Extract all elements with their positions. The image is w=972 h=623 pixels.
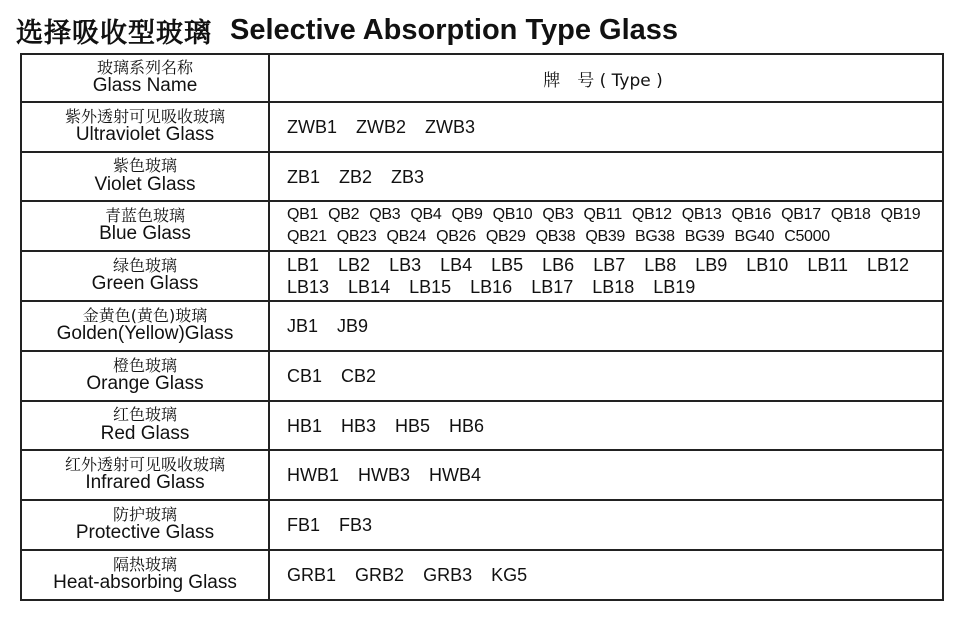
glass-name-cell: [22, 551, 270, 599]
type-code: FB3: [339, 515, 373, 535]
glass-name-en: Protective Glass: [75, 522, 215, 544]
glass-type-cell: [270, 202, 942, 250]
type-code: GRB1: [287, 565, 337, 585]
glass-type-cell: [270, 352, 942, 400]
type-code: QB17: [781, 206, 821, 223]
glass-table: [20, 53, 944, 601]
type-code: LB1: [287, 255, 320, 275]
type-code: LB15: [409, 277, 452, 297]
type-line: [287, 254, 936, 276]
type-code: QB24: [386, 228, 427, 245]
glass-name-cn: 防护玻璃: [112, 504, 177, 524]
glass-type-cell: [270, 451, 942, 499]
page-title: [16, 8, 678, 52]
table-row: [22, 200, 942, 250]
type-line: [287, 365, 936, 387]
type-code: ZB1: [287, 166, 321, 187]
type-code: ZWB1: [287, 117, 338, 137]
type-code: LB7: [593, 255, 626, 275]
header-name-cn: 玻璃系列名称: [96, 57, 193, 77]
glass-name-en: Blue Glass: [99, 223, 191, 245]
type-line: [287, 116, 936, 138]
glass-name-cell: [22, 103, 270, 151]
glass-name-cell: [22, 402, 270, 449]
type-code: LB19: [653, 277, 696, 297]
glass-type-cell: [270, 153, 942, 200]
type-code: QB21: [287, 228, 327, 245]
type-code: LB3: [389, 255, 422, 275]
type-code: LB9: [695, 255, 728, 275]
type-code: LB4: [440, 255, 473, 275]
glass-name-cn: 青蓝色玻璃: [104, 205, 185, 225]
glass-name-cn: 橙色玻璃: [112, 355, 177, 375]
type-code: LB13: [287, 277, 330, 297]
type-code: QB39: [585, 228, 626, 245]
table-row: [22, 549, 942, 599]
type-code: QB18: [830, 206, 871, 223]
type-code: ZWB3: [425, 117, 476, 137]
type-code: QB29: [485, 228, 526, 245]
glass-name-cn: 紫外透射可见吸收玻璃: [64, 106, 225, 126]
type-code: JB9: [337, 316, 369, 336]
glass-name-cell: [22, 352, 270, 400]
type-code: HB5: [395, 415, 431, 436]
glass-name-en: Violet Glass: [94, 173, 196, 195]
type-code: QB9: [451, 206, 483, 223]
header-name-en: Glass Name: [92, 75, 198, 97]
type-code: QB19: [880, 206, 921, 223]
type-code: LB12: [867, 255, 910, 275]
type-code: ZB2: [339, 166, 373, 187]
glass-type-cell: [270, 402, 942, 449]
table-row: [22, 400, 942, 449]
glass-name-en: Heat-absorbing Glass: [53, 572, 237, 594]
type-code: BG40: [734, 228, 775, 245]
glass-name-cell: [22, 252, 270, 300]
type-code: LB10: [746, 255, 789, 275]
glass-type-cell: [270, 103, 942, 151]
type-code: JB1: [287, 316, 319, 336]
type-code: HWB3: [358, 465, 411, 485]
glass-name-cell: [22, 302, 270, 350]
type-line: [287, 464, 936, 486]
type-code: QB3: [542, 206, 574, 223]
type-code: ZB3: [391, 166, 425, 187]
type-code: LB6: [542, 255, 575, 275]
type-code: QB38: [535, 228, 576, 245]
type-code: GRB3: [423, 565, 473, 585]
type-line: [287, 204, 936, 226]
type-code: CB1: [287, 366, 323, 386]
type-code: GRB2: [355, 565, 405, 585]
glass-name-en: Green Glass: [91, 273, 199, 295]
glass-name-en: Orange Glass: [86, 373, 204, 395]
type-code: QB10: [492, 206, 533, 223]
glass-name-cn: 紫色玻璃: [112, 156, 177, 176]
glass-name-cell: [22, 202, 270, 250]
type-code: HWB4: [429, 465, 482, 485]
type-code: LB18: [592, 277, 635, 297]
glass-name-cn: 金黄色(黄色)玻璃: [82, 305, 208, 325]
type-code: QB1: [287, 206, 319, 223]
type-code: LB11: [807, 255, 849, 275]
type-line: [287, 415, 936, 437]
type-code: LB2: [338, 255, 371, 275]
glass-name-cell: [22, 153, 270, 200]
title-english: Selective Absorption Type Glass: [230, 13, 679, 46]
type-code: QB26: [436, 228, 476, 245]
header-glass-name: [22, 55, 270, 101]
type-code: QB23: [336, 228, 377, 245]
glass-name-cell: [22, 451, 270, 499]
glass-type-cell: [270, 501, 942, 549]
type-code: LB14: [348, 277, 391, 297]
type-code: LB8: [644, 255, 677, 275]
table-row: [22, 350, 942, 400]
type-line: [287, 226, 936, 248]
type-code: QB4: [410, 206, 442, 223]
type-code: LB17: [531, 277, 574, 297]
type-code: QB16: [731, 206, 772, 223]
glass-type-cell: [270, 252, 942, 300]
type-line: [287, 315, 936, 337]
type-code: FB1: [287, 515, 321, 535]
type-code: BG39: [684, 228, 725, 245]
type-code: QB11: [583, 206, 622, 223]
header-type: [270, 55, 942, 101]
glass-name-cn: 红色玻璃: [112, 405, 177, 425]
type-line: [287, 276, 936, 298]
type-code: C5000: [784, 228, 830, 245]
type-code: HWB1: [287, 465, 340, 485]
type-code: CB2: [341, 366, 377, 386]
type-code: ZWB2: [356, 117, 407, 137]
type-code: KG5: [491, 565, 528, 585]
type-line: [287, 166, 936, 188]
header-type-label: 牌 号 ( Type ): [543, 70, 663, 91]
table-row: [22, 151, 942, 200]
table-row: [22, 499, 942, 549]
type-code: HB1: [287, 415, 323, 436]
type-code: LB16: [470, 277, 513, 297]
table-row: [22, 101, 942, 151]
glass-name-cn: 绿色玻璃: [112, 255, 177, 275]
type-code: QB3: [369, 206, 401, 223]
glass-name-cell: [22, 501, 270, 549]
glass-name-cn: 红外透射可见吸收玻璃: [64, 454, 225, 474]
title-chinese: 选择吸收型玻璃: [16, 17, 212, 49]
type-code: LB5: [491, 255, 524, 275]
type-code: QB13: [681, 206, 722, 223]
type-code: QB12: [632, 206, 672, 223]
glass-name-en: Golden(Yellow)Glass: [56, 323, 234, 345]
table-row: [22, 250, 942, 300]
type-line: [287, 564, 936, 586]
type-code: HB6: [449, 415, 485, 436]
glass-name-cn: 隔热玻璃: [112, 554, 177, 574]
glass-type-cell: [270, 551, 942, 599]
glass-name-en: Ultraviolet Glass: [75, 124, 215, 146]
glass-name-en: Red Glass: [100, 422, 190, 444]
table-row: [22, 449, 942, 499]
type-code: QB2: [328, 206, 360, 223]
table-header-row: [22, 55, 942, 101]
type-line: [287, 514, 936, 536]
glass-name-en: Infrared Glass: [85, 472, 205, 494]
type-code: BG38: [635, 228, 675, 245]
glass-type-cell: [270, 302, 942, 350]
table-row: [22, 300, 942, 350]
type-code: HB3: [341, 415, 377, 436]
